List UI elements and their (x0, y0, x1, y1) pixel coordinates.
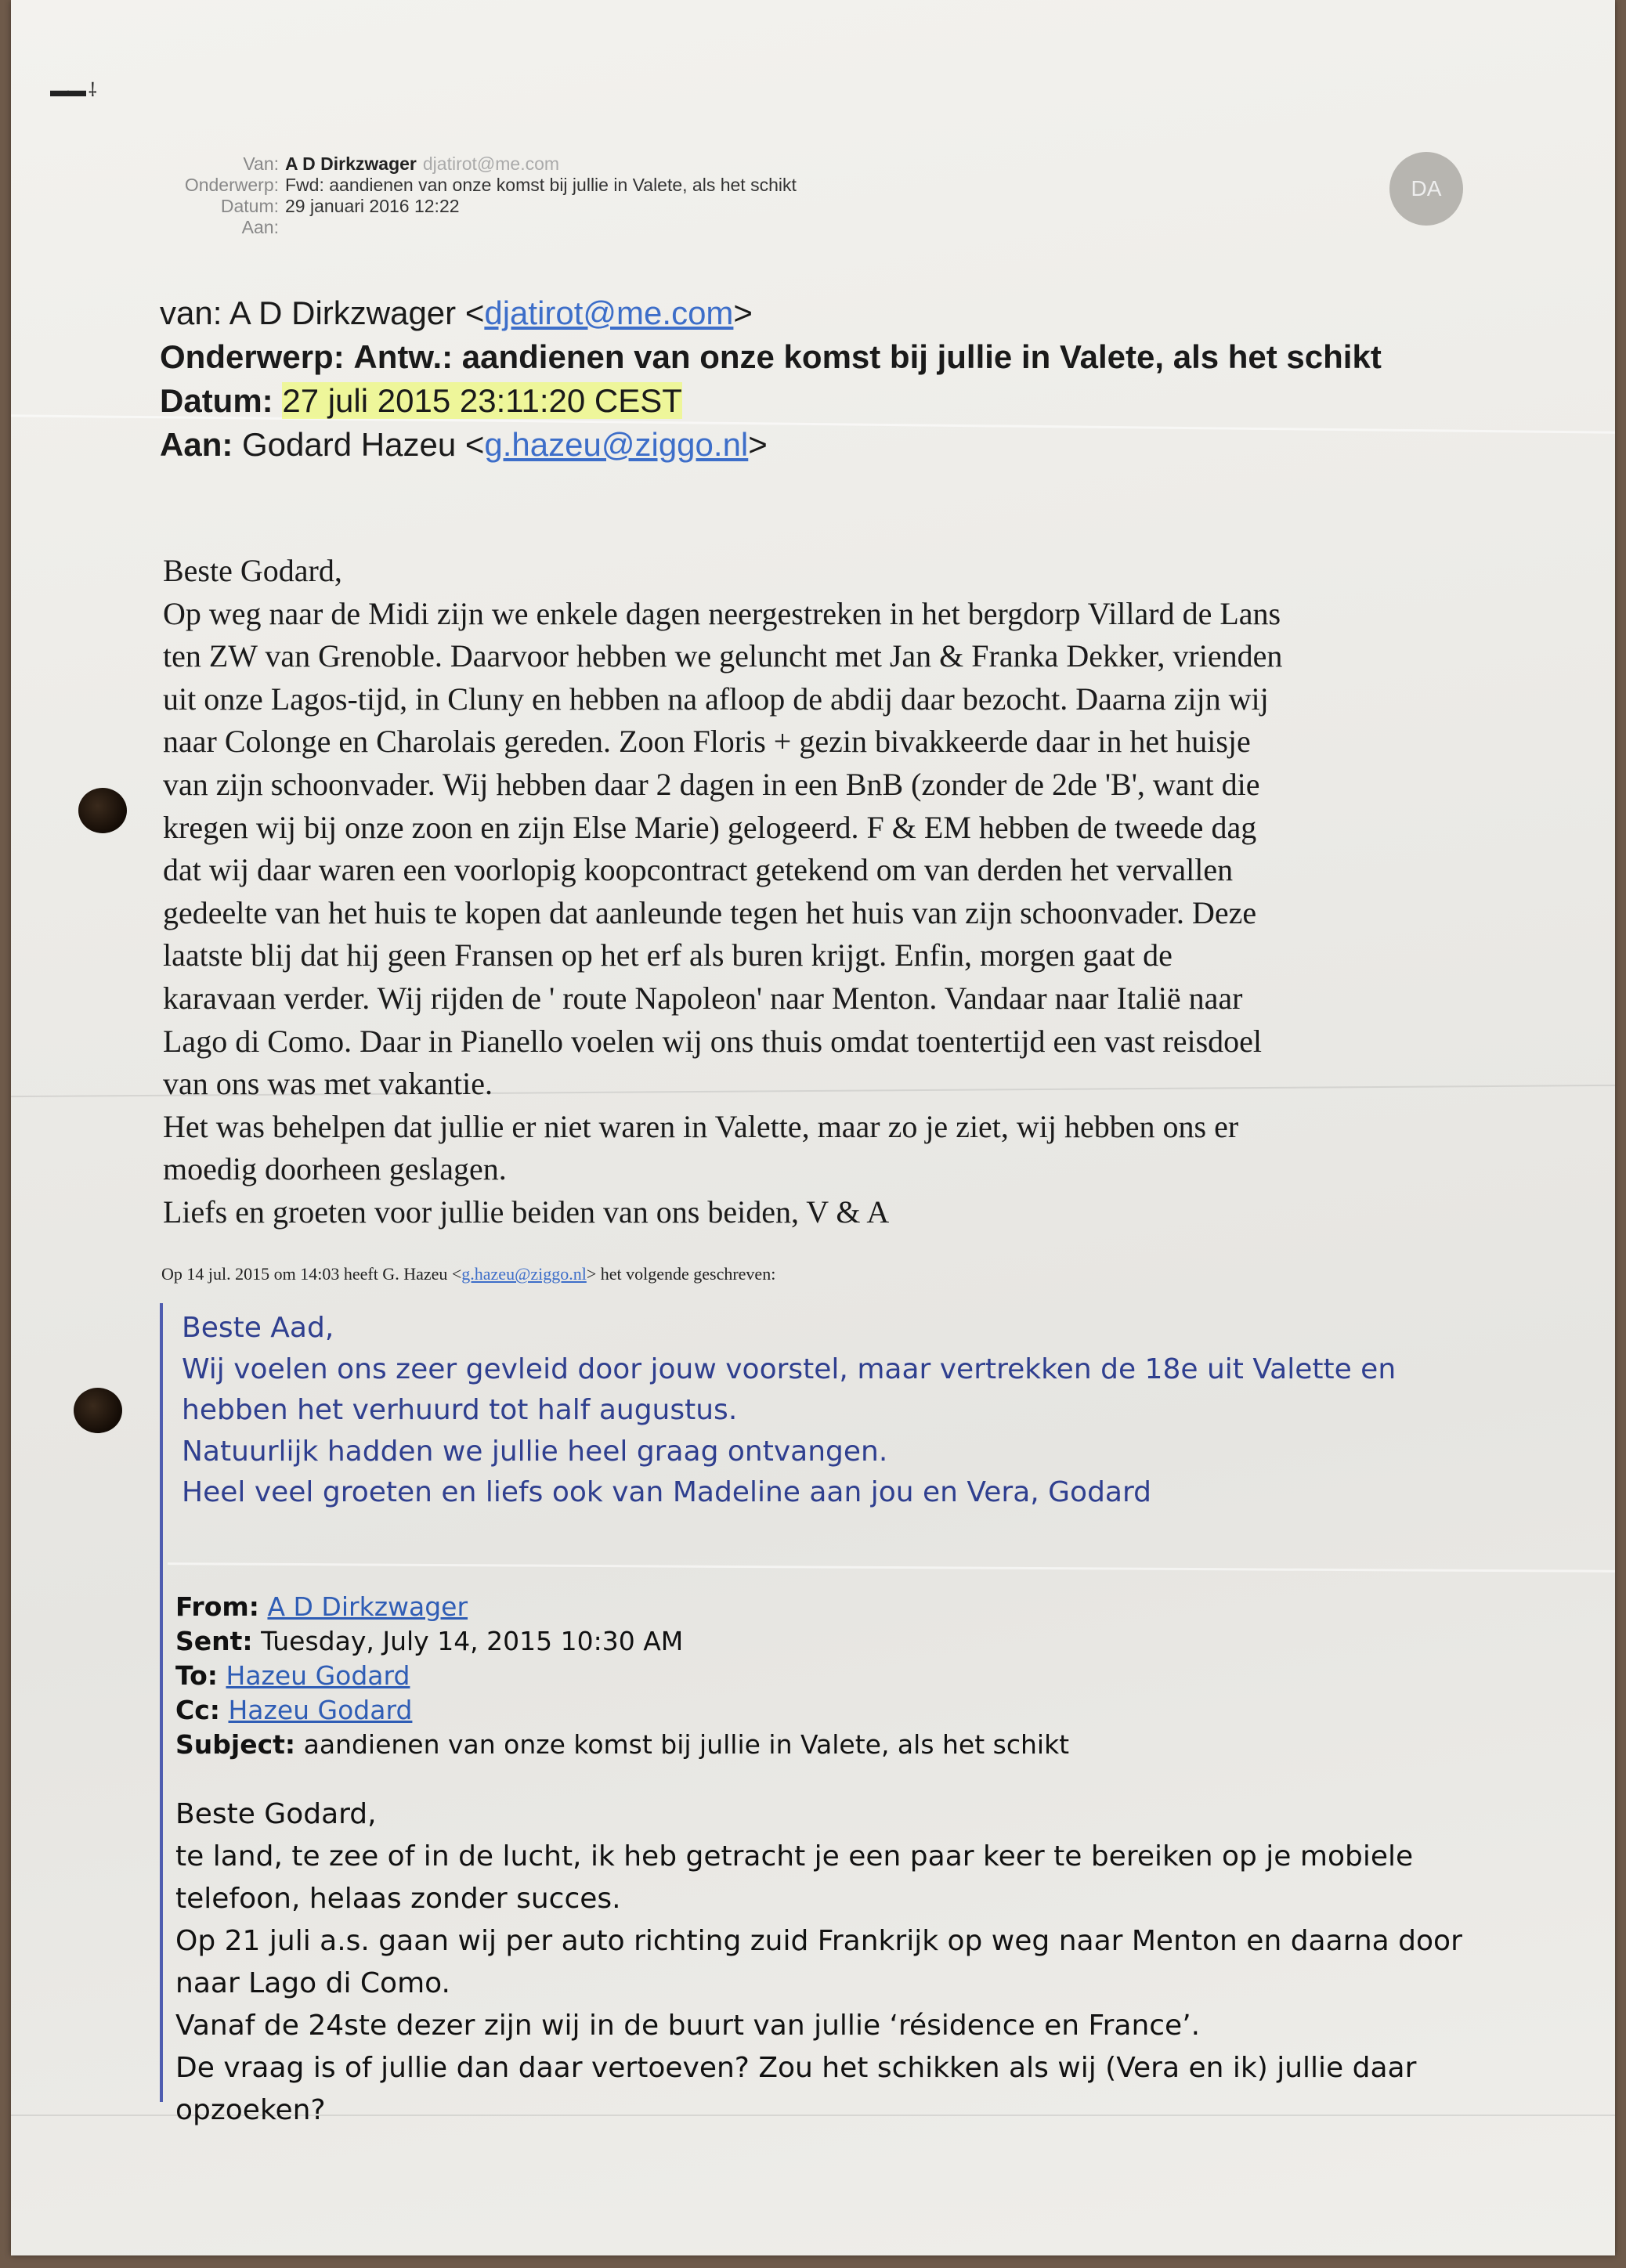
header-from-row (141, 153, 797, 175)
forward-to-name: Godard Hazeu (242, 426, 457, 463)
body-line: Het was behelpen dat jullie er niet waren in Valette, maar zo je ziet, wij hebben ons er (163, 1108, 1239, 1144)
forward-subject: Antw.: aandienen van onze komst bij jullie in Valete, als het schikt (353, 338, 1382, 375)
original-subject-label: Subject: (175, 1729, 296, 1760)
header-date: 29 januari 2016 12:22 (285, 196, 460, 216)
header-subject-row (141, 175, 797, 196)
quote-line: Wij voelen ons zeer gevleid door jouw voorstel, maar vertrekken de 18e uit Valette en (182, 1352, 1397, 1385)
original-to[interactable]: Hazeu Godard (226, 1660, 410, 1691)
body-line: naar Colonge en Charolais gereden. Zoon Floris + gezin bivakkeerde daar in het huisje (163, 724, 1251, 760)
body-line: Liefs en groeten voor jullie beiden van ons beiden, V & A (163, 1194, 890, 1230)
header-from-name: A D Dirkzwager (285, 153, 417, 174)
header-subject: Fwd: aandienen van onze komst bij jullie in Valete, als het schikt (285, 175, 797, 195)
original-cc[interactable]: Hazeu Godard (228, 1695, 413, 1725)
forward-date: 27 juli 2015 23:11:20 CEST (282, 382, 682, 419)
original-line: Beste Godard, (175, 1798, 377, 1830)
pen-scribble: ▬▬ ⸸ (50, 80, 96, 101)
body-line: dat wij daar waren een voorlopig koopcontract getekend om van derden het vervallen (163, 852, 1234, 888)
message-body (163, 550, 1463, 1234)
quote-bar (160, 1303, 163, 2102)
body-line: kregen wij bij onze zoon en zijn Else Marie) gelogeerd. F & EM hebben de tweede dag (163, 809, 1257, 845)
header-to-label: Aan: (241, 217, 279, 237)
forward-to-row: Aan: Godard Hazeu <g.hazeu@ziggo.nl> (160, 426, 768, 463)
quote-intro (161, 1264, 775, 1284)
forward-from-label: van: (160, 294, 222, 331)
punch-hole-bottom (74, 1388, 122, 1433)
original-cc-row (175, 1693, 1476, 1728)
original-line: De vraag is of jullie dan daar vertoeven? Zou het schikken als wij (Vera en ik) jullie daar (175, 2052, 1417, 2084)
header-from-label: Van: (243, 153, 279, 174)
body-line: karavaan verder. Wij rijden de ' route Napoleon' naar Menton. Vandaar naar Italië naar (163, 980, 1243, 1016)
original-header (175, 1590, 1476, 1762)
original-cc-label: Cc: (175, 1695, 220, 1725)
paper-crease (168, 1562, 1615, 1573)
quote-intro-email[interactable]: g.hazeu@ziggo.nl (461, 1264, 587, 1284)
quoted-reply (182, 1308, 1466, 1514)
original-from-label: From: (175, 1591, 259, 1622)
original-from[interactable]: A D Dirkzwager (267, 1591, 468, 1622)
original-sent: Tuesday, July 14, 2015 10:30 AM (261, 1626, 684, 1656)
quote-line: hebben het verhuurd tot half augustus. (182, 1394, 738, 1426)
forward-subject-label: Onderwerp: (160, 338, 345, 375)
quote-intro-post: > het volgende geschreven: (586, 1264, 776, 1284)
punch-hole-top (78, 788, 127, 833)
header-subject-label: Onderwerp: (184, 175, 279, 195)
original-line: opzoeken? (175, 2094, 326, 2126)
body-line: ten ZW van Grenoble. Daarvoor hebben we geluncht met Jan & Franka Dekker, vrienden (163, 638, 1283, 674)
body-greeting: Beste Godard, (163, 553, 342, 588)
header-date-row (141, 196, 797, 217)
body-line: laatste blij dat hij geen Fransen op het erf als buren krijgt. Enfin, morgen gaat de (163, 937, 1173, 973)
forward-to-email[interactable]: g.hazeu@ziggo.nl (484, 426, 749, 463)
header-date-label: Datum: (220, 196, 279, 216)
quote-line: Heel veel groeten en liefs ook van Madeline aan jou en Vera, Godard (182, 1476, 1152, 1508)
body-line: moedig doorheen geslagen. (163, 1151, 507, 1187)
original-line: telefoon, helaas zonder succes. (175, 1883, 621, 1915)
original-to-label: To: (175, 1660, 218, 1691)
forward-header (160, 291, 1476, 467)
original-sent-label: Sent: (175, 1626, 253, 1656)
quote-line: Natuurlijk hadden we jullie heel graag ontvangen. (182, 1435, 888, 1468)
quote-line: Beste Aad, (182, 1312, 334, 1344)
header-to-row (141, 217, 797, 238)
sender-avatar: DA (1389, 152, 1463, 226)
original-line: Op 21 juli a.s. gaan wij per auto richting zuid Frankrijk op weg naar Menton en daarna door (175, 1925, 1462, 1957)
forward-subject-row (160, 335, 1476, 379)
body-line: gedeelte van het huis te kopen dat aanleunde tegen het huis van zijn schoonvader. Deze (163, 894, 1257, 930)
body-line: Lago di Como. Daar in Pianello voelen wij ons thuis omdat toentertijd een vast reisdoel (163, 1023, 1263, 1059)
body-line: van zijn schoonvader. Wij hebben daar 2 dagen in een BnB (zonder de 2de 'B', want die (163, 766, 1260, 802)
original-subject-row (175, 1728, 1476, 1762)
forward-to-label: Aan: (160, 426, 233, 463)
original-to-row (175, 1659, 1476, 1693)
header-from-email[interactable]: djatirot@me.com (422, 153, 560, 174)
forward-from-row: van: A D Dirkzwager <djatirot@me.com> (160, 294, 753, 331)
forward-from-name: A D Dirkzwager (229, 294, 457, 331)
forward-from-email[interactable]: djatirot@me.com (484, 294, 734, 331)
original-line: Vanaf de 24ste dezer zijn wij in de buurt van jullie ‘résidence en France’. (175, 2010, 1201, 2042)
forward-date-label: Datum: (160, 382, 273, 419)
original-body (175, 1793, 1476, 2132)
original-line: te land, te zee of in de lucht, ik heb getracht je een paar keer te bereiken op je mobiele (175, 1840, 1414, 1873)
forward-date-row (160, 379, 1476, 423)
body-line: Op weg naar de Midi zijn we enkele dagen neergestreken in het bergdorp Villard de Lans (163, 595, 1281, 631)
quote-intro-pre: Op 14 jul. 2015 om 14:03 heeft G. Hazeu < (161, 1264, 462, 1284)
original-subject: aandienen van onze komst bij jullie in Valete, als het schikt (303, 1729, 1070, 1760)
body-line: van ons was met vakantie. (163, 1066, 493, 1102)
original-sent-row (175, 1624, 1476, 1659)
original-line: naar Lago di Como. (175, 1967, 450, 1999)
mail-header (141, 153, 797, 238)
body-line: uit onze Lagos-tijd, in Cluny en hebben na afloop de abdij daar bezocht. Daarna zijn wij (163, 681, 1269, 717)
original-from-row (175, 1590, 1476, 1624)
